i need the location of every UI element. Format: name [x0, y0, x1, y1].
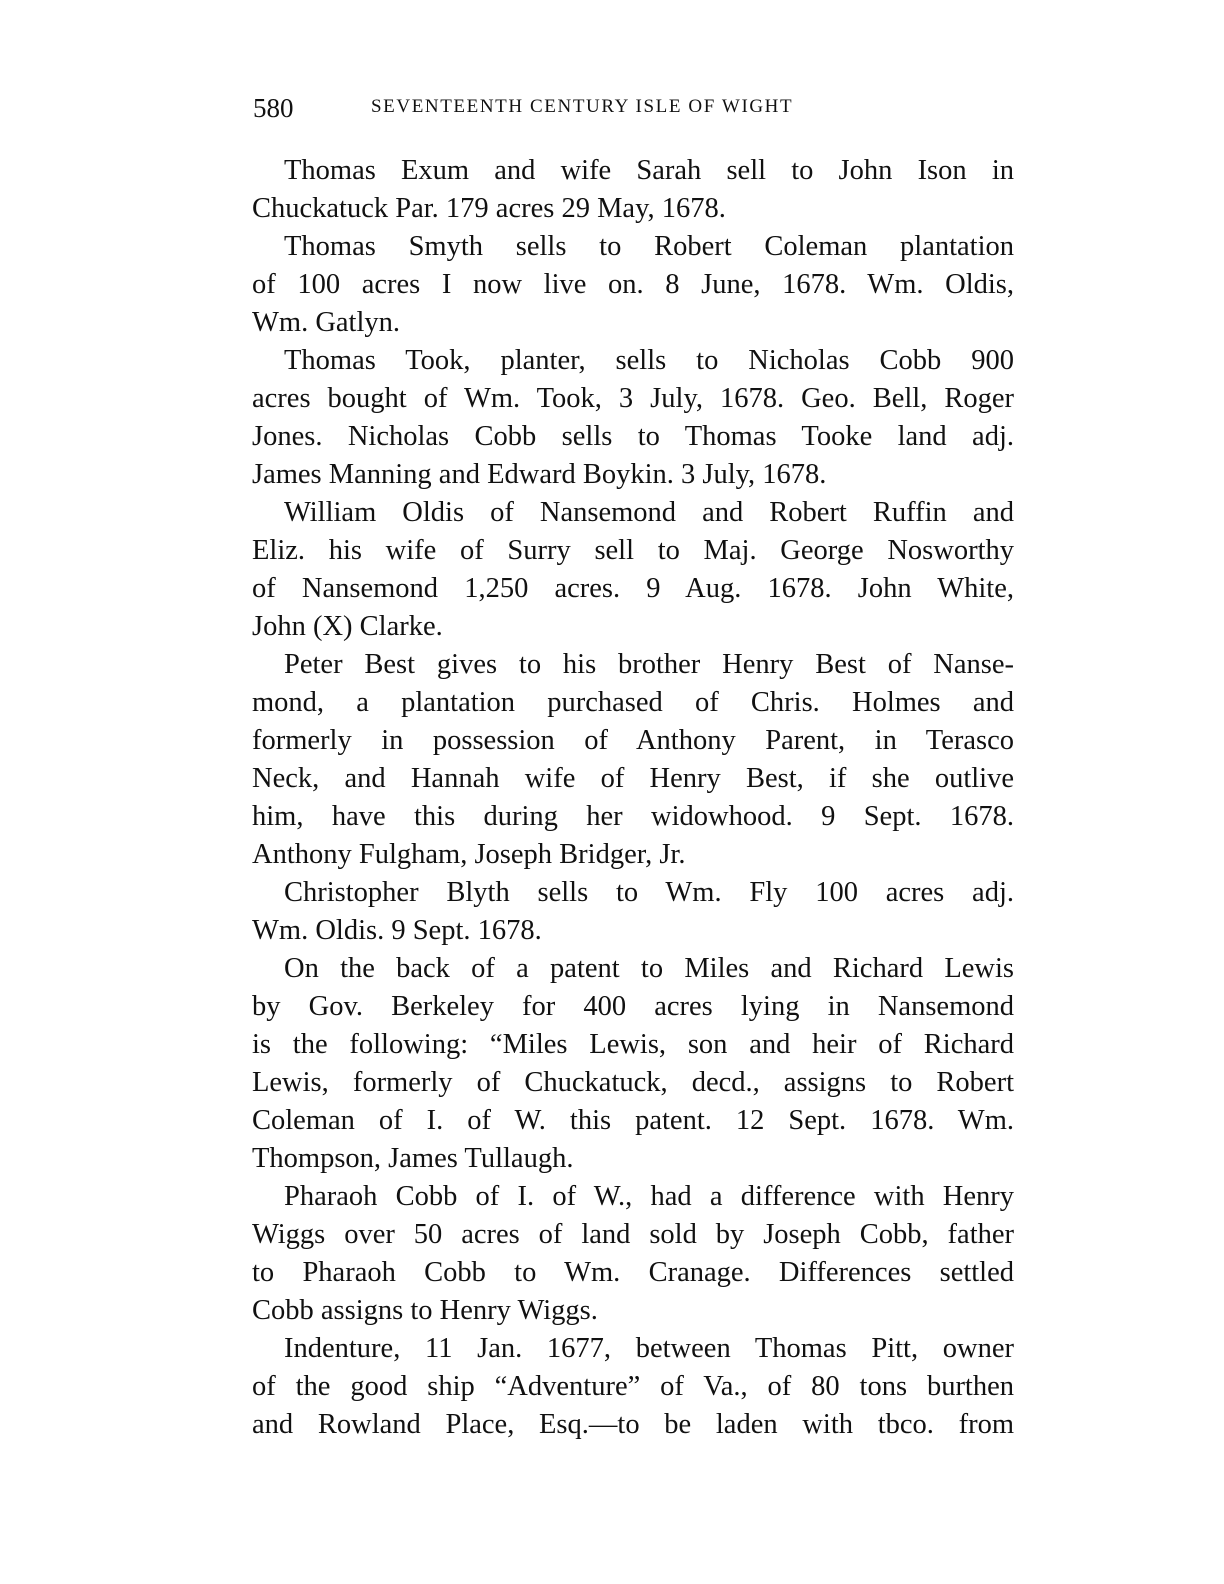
paragraph	[252, 1178, 1014, 1330]
text-line: mond, a plantation purchased of Chris. Holmes and	[252, 687, 1014, 718]
text-line: Lewis, formerly of Chuckatuck, decd., assigns to Robert	[252, 1067, 1014, 1098]
text-line: of the good ship “Adventure” of Va., of 80 tons burthen	[252, 1371, 1014, 1402]
text-line: Neck, and Hannah wife of Henry Best, if she outlive	[252, 763, 1014, 794]
text-line: by Gov. Berkeley for 400 acres lying in Nansemond	[252, 991, 1014, 1022]
text-line: and Rowland Place, Esq.—to be laden with tbco. from	[252, 1409, 1014, 1440]
page-number: 580	[253, 93, 294, 123]
paragraph	[252, 1330, 1014, 1444]
paragraph	[252, 646, 1014, 874]
paragraph	[252, 228, 1014, 342]
text-line: Thomas Smyth sells to Robert Coleman plantation	[284, 231, 1014, 262]
text-line: Wm. Gatlyn.	[252, 307, 401, 338]
text-line: of Nansemond 1,250 acres. 9 Aug. 1678. John White,	[252, 573, 1014, 604]
text-line: Thomas Took, planter, sells to Nicholas Cobb 900	[284, 345, 1014, 376]
page-header	[253, 90, 1013, 126]
paragraph	[252, 950, 1014, 1178]
text-line: Chuckatuck Par. 179 acres 29 May, 1678.	[252, 193, 726, 224]
paragraph	[252, 874, 1014, 950]
text-line: On the back of a patent to Miles and Richard Lewis	[284, 953, 1014, 984]
text-line: Anthony Fulgham, Joseph Bridger, Jr.	[252, 839, 686, 870]
text-line: is the following: “Miles Lewis, son and heir of Richard	[252, 1029, 1014, 1060]
text-line: formerly in possession of Anthony Parent, in Terasco	[252, 725, 1014, 756]
text-line: Coleman of I. of W. this patent. 12 Sept. 1678. Wm.	[252, 1105, 1014, 1136]
text-line: Wiggs over 50 acres of land sold by Joseph Cobb, father	[252, 1219, 1014, 1250]
text-line: Pharaoh Cobb of I. of W., had a difference with Henry	[284, 1181, 1014, 1212]
paragraph	[252, 494, 1014, 646]
text-line: to Pharaoh Cobb to Wm. Cranage. Differences settled	[252, 1257, 1014, 1288]
text-line: Eliz. his wife of Surry sell to Maj. George Nosworthy	[252, 535, 1014, 566]
text-line: John (X) Clarke.	[252, 611, 443, 642]
text-line: Wm. Oldis. 9 Sept. 1678.	[252, 915, 542, 946]
text-line: him, have this during her widowhood. 9 Sept. 1678.	[252, 801, 1014, 832]
text-line: Indenture, 11 Jan. 1677, between Thomas Pitt, owner	[284, 1333, 1014, 1364]
running-head: SEVENTEENTH CENTURY ISLE OF WIGHT	[371, 96, 794, 117]
text-line: Jones. Nicholas Cobb sells to Thomas Tooke land adj.	[252, 421, 1014, 452]
text-line: James Manning and Edward Boykin. 3 July, 1678.	[252, 459, 827, 490]
text-line: William Oldis of Nansemond and Robert Ruffin and	[284, 497, 1014, 528]
text-line: of 100 acres I now live on. 8 June, 1678. Wm. Oldis,	[252, 269, 1014, 300]
text-line: Christopher Blyth sells to Wm. Fly 100 acres adj.	[284, 877, 1014, 908]
text-line: Thomas Exum and wife Sarah sell to John Ison in	[284, 155, 1014, 186]
text-line: Thompson, James Tullaugh.	[252, 1143, 574, 1174]
text-line: Peter Best gives to his brother Henry Best of Nanse-	[284, 649, 1014, 680]
paragraph	[252, 152, 1014, 228]
paragraph	[252, 342, 1014, 494]
text-line: acres bought of Wm. Took, 3 July, 1678. Geo. Bell, Roger	[252, 383, 1014, 414]
body-text	[252, 152, 1014, 1444]
text-line: Cobb assigns to Henry Wiggs.	[252, 1295, 598, 1326]
